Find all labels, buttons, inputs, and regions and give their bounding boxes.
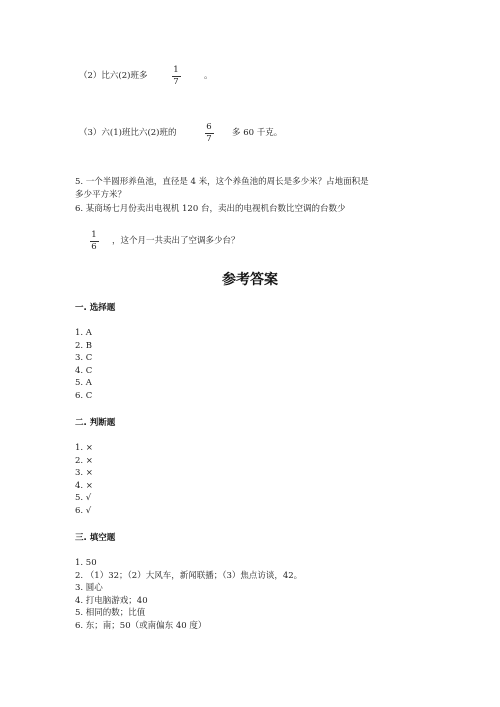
question-2-sub-3-text: （3）六(1)班比六(2)班的 (79, 128, 177, 138)
list-item: 6. √ (75, 505, 92, 516)
answers-title: 参考答案 (222, 272, 278, 288)
question-2-sub-2-suffix: 。 (204, 71, 213, 81)
list-item: 2. （1）32；（2）大风车，新闻联播；（3）焦点访谈，42。 (75, 570, 303, 581)
list-item: 1. × (75, 443, 93, 453)
list-item: 5. A (75, 378, 92, 388)
section-heading-multiple-choice: 一. 选择题 (75, 303, 116, 313)
fraction-numerator: 6 (206, 122, 212, 132)
fraction-1-6 (89, 230, 99, 253)
list-item: 3. 圆心 (75, 583, 103, 593)
question-6-suffix: ，这个月一共卖出了空调多少台？ (112, 236, 240, 246)
fraction-denominator: 7 (173, 77, 179, 87)
list-item: 6. 东；南；50（或南偏东 40 度） (75, 620, 207, 631)
question-2-sub-2-text: （2）比六(2)班多 (79, 71, 148, 81)
list-item: 3. C (75, 353, 93, 363)
section-list-multiple-choice (75, 327, 92, 402)
fraction-numerator: 1 (173, 65, 179, 75)
fraction-denominator: 6 (91, 242, 97, 252)
section-list-true-false (75, 442, 93, 517)
fraction-numerator: 1 (91, 230, 97, 240)
list-item: 4. 打电脑游戏；40 (75, 595, 148, 606)
list-item: 5. √ (75, 493, 92, 503)
section-heading-fill-in: 三. 填空题 (75, 533, 116, 543)
section-heading-true-false: 二. 判断题 (75, 418, 116, 428)
list-item: 2. B (75, 340, 93, 351)
fraction-denominator: 7 (206, 134, 212, 144)
list-item: 4. × (75, 480, 93, 491)
list-item: 2. × (75, 455, 93, 466)
question-6-line-1: 6. 某商场七月份卖出电视机 120 台，卖出的电视机台数比空调的台数少 (75, 204, 346, 214)
question-5-line-2: 多少平方米？ (75, 190, 127, 200)
fraction-6-7 (204, 122, 214, 145)
list-item: 6. C (75, 390, 93, 401)
question-2-sub-3-suffix: 多 60 千克。 (232, 128, 283, 138)
section-list-fill-in (75, 557, 302, 632)
list-item: 5. 相同的数；比值 (75, 608, 146, 618)
question-5-line-1: 5. 一个半圆形养鱼池，直径是 4 米，这个养鱼池的周长是多少米？占地面积是 (75, 177, 369, 187)
list-item: 1. 50 (75, 558, 97, 568)
list-item: 3. × (75, 468, 93, 478)
list-item: 1. A (75, 328, 92, 338)
list-item: 4. C (75, 365, 93, 376)
fraction-1-7 (171, 65, 181, 88)
